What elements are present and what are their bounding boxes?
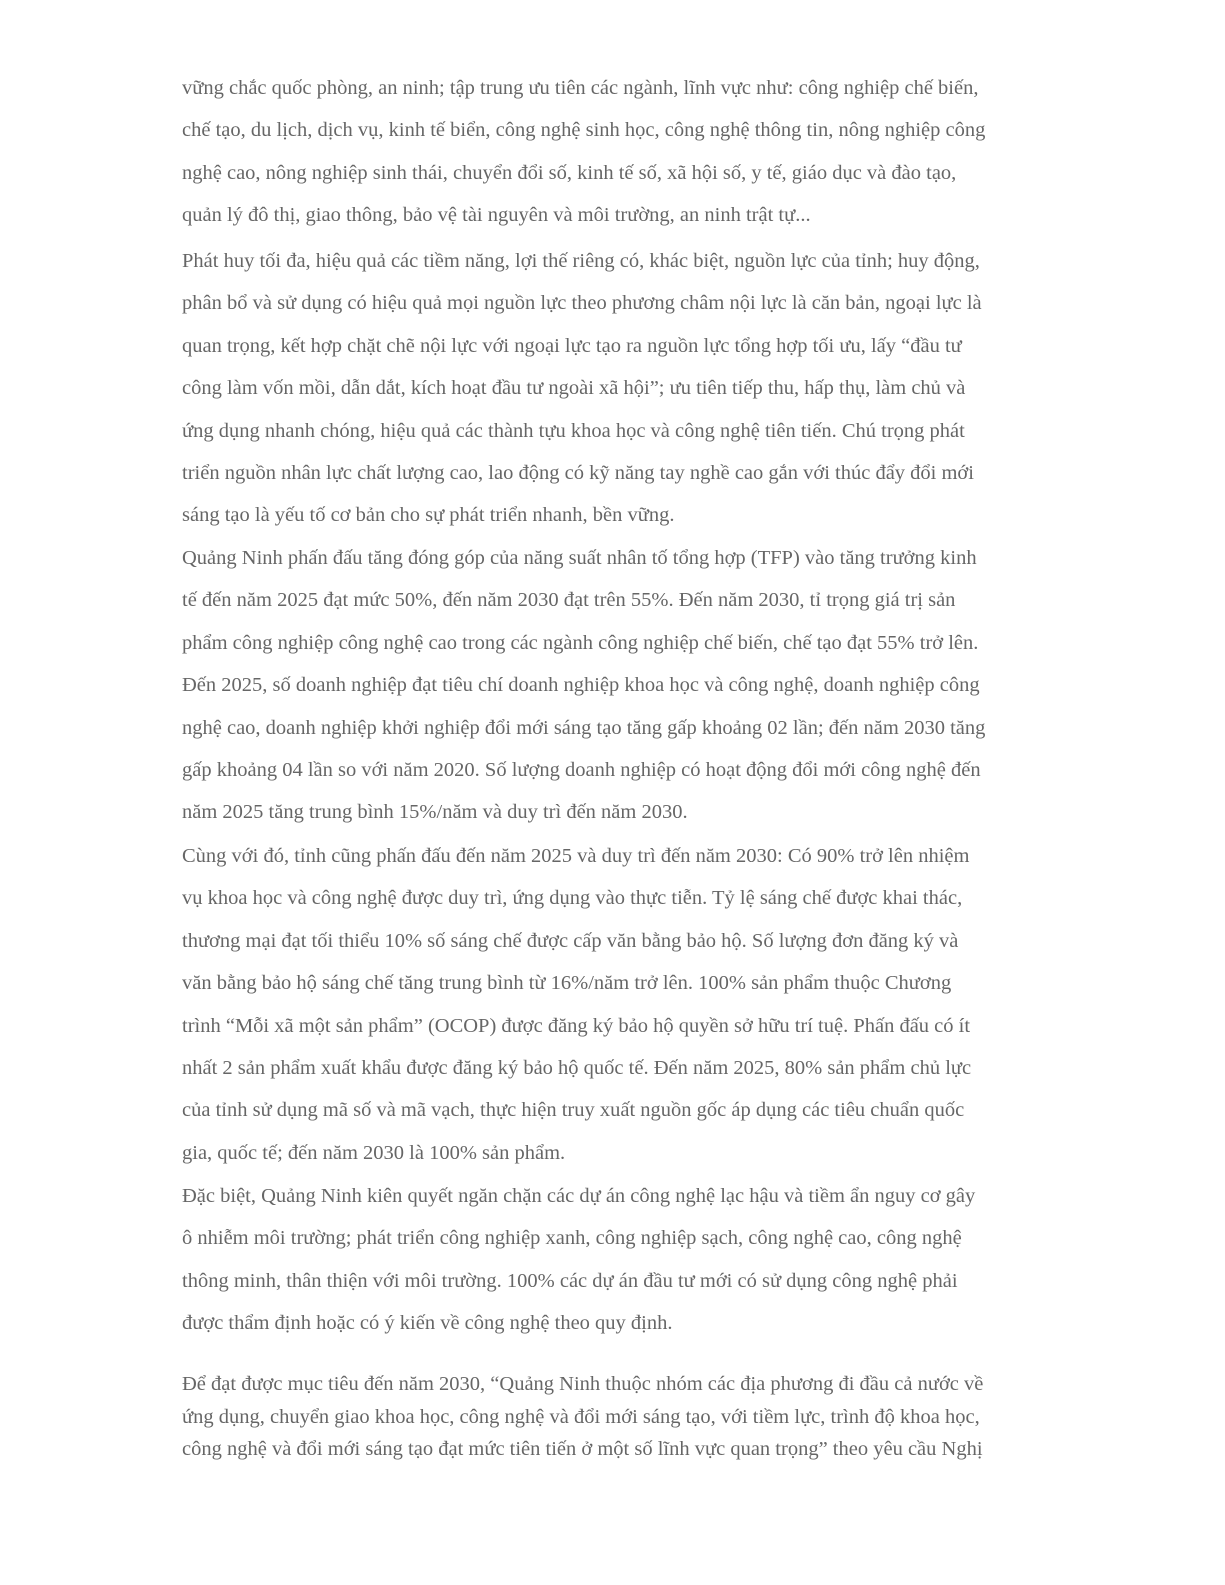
- text-line: Cùng với đó, tỉnh cũng phấn đấu đến năm 2025 và duy trì đến năm 2030: Có 90% trở lên nhiệm: [182, 845, 970, 867]
- text-line: thông minh, thân thiện với môi trường. 100% các dự án đầu tư mới có sử dụng công nghệ phải: [182, 1269, 958, 1292]
- text-line: công làm vốn mồi, dẫn dắt, kích hoạt đầu tư ngoài xã hội”; ưu tiên tiếp thu, hấp thụ, làm chủ và: [182, 377, 966, 400]
- text-line: ứng dụng, chuyển giao khoa học, công nghệ và đổi mới sáng tạo, với tiềm lực, trình độ khoa học,: [182, 1405, 980, 1428]
- paragraph-resources: [182, 240, 1122, 537]
- text-line: sáng tạo là yếu tố cơ bản cho sự phát triển nhanh, bền vững.: [182, 504, 675, 527]
- text-line: nghệ cao, doanh nghiệp khởi nghiệp đổi mới sáng tạo tăng gấp khoảng 02 lần; đến năm 2030 tăng: [182, 716, 986, 739]
- text-line: của tỉnh sử dụng mã số và mã vạch, thực hiện truy xuất nguồn gốc áp dụng các tiêu chuẩn quốc: [182, 1099, 965, 1122]
- text-line: gấp khoảng 04 lần so với năm 2020. Số lượng doanh nghiệp có hoạt động đổi mới công nghệ đến: [182, 758, 981, 781]
- text-line: ô nhiễm môi trường; phát triển công nghiệp xanh, công nghiệp sạch, công nghệ cao, công nghệ: [182, 1227, 962, 1250]
- text-line: tế đến năm 2025 đạt mức 50%, đến năm 2030 đạt trên 55%. Đến năm 2030, tỉ trọng giá trị sản: [182, 589, 956, 612]
- text-line: Phát huy tối đa, hiệu quả các tiềm năng, lợi thế riêng có, khác biệt, nguồn lực của tỉnh; huy động,: [182, 250, 980, 272]
- text-line: Quảng Ninh phấn đấu tăng đóng góp của năng suất nhân tố tổng hợp (TFP) vào tăng trưởng kinh: [182, 547, 977, 569]
- text-line: năm 2025 tăng trung bình 15%/năm và duy trì đến năm 2030.: [182, 801, 688, 824]
- text-line: được thẩm định hoặc có ý kiến về công nghệ theo quy định.: [182, 1312, 673, 1335]
- text-line: nhất 2 sản phẩm xuất khẩu được đăng ký bảo hộ quốc tế. Đến năm 2025, 80% sản phẩm chủ lực: [182, 1056, 972, 1079]
- text-line: vững chắc quốc phòng, an ninh; tập trung ưu tiên các ngành, lĩnh vực như: công nghiệp chế biến,: [182, 77, 979, 99]
- text-line: Đến 2025, số doanh nghiệp đạt tiêu chí doanh nghiệp khoa học và công nghệ, doanh nghiệp công: [182, 674, 980, 697]
- text-line: gia, quốc tế; đến năm 2030 là 100% sản phẩm.: [182, 1141, 566, 1164]
- text-line: quan trọng, kết hợp chặt chẽ nội lực với ngoại lực tạo ra nguồn lực tổng hợp tối ưu, lấy “đầu tư: [182, 334, 962, 357]
- paragraph-tfp-targets: [182, 537, 1122, 834]
- text-line: phẩm công nghiệp công nghệ cao trong các ngành công nghiệp chế biến, chế tạo đạt 55% trở lên.: [182, 631, 979, 654]
- paragraph-2030-goal: [182, 1368, 1122, 1466]
- paragraph-science-tasks: [182, 835, 1122, 1174]
- text-line: trình “Mỗi xã một sản phẩm” (OCOP) được đăng ký bảo hộ quyền sở hữu trí tuệ. Phấn đấu có ít: [182, 1014, 971, 1037]
- text-line: ứng dụng nhanh chóng, hiệu quả các thành tựu khoa học và công nghệ tiên tiến. Chú trọng phát: [182, 419, 965, 442]
- paragraph-green-technology: [182, 1175, 1122, 1345]
- text-line: chế tạo, du lịch, dịch vụ, kinh tế biển, công nghệ sinh học, công nghệ thông tin, nông nghiệp công: [182, 119, 986, 142]
- text-line: triển nguồn nhân lực chất lượng cao, lao động có kỹ năng tay nghề cao gắn với thúc đẩy đổi mới: [182, 461, 974, 484]
- text-line: phân bổ và sử dụng có hiệu quả mọi nguồn lực theo phương châm nội lực là căn bản, ngoại lực là: [182, 292, 982, 315]
- text-line: vụ khoa học và công nghệ được duy trì, ứng dụng vào thực tiễn. Tỷ lệ sáng chế được khai thác,: [182, 887, 963, 910]
- paragraph-priority-sectors: [182, 67, 1122, 237]
- text-line: quản lý đô thị, giao thông, bảo vệ tài nguyên và môi trường, an ninh trật tự...: [182, 204, 811, 227]
- text-line: công nghệ và đổi mới sáng tạo đạt mức tiên tiến ở một số lĩnh vực quan trọng” theo yêu cầu Nghị: [182, 1438, 983, 1460]
- text-line: thương mại đạt tối thiểu 10% số sáng chế được cấp văn bằng bảo hộ. Số lượng đơn đăng ký và: [182, 929, 959, 952]
- text-line: Để đạt được mục tiêu đến năm 2030, “Quảng Ninh thuộc nhóm các địa phương đi đầu cả nước về: [182, 1373, 984, 1395]
- text-line: Đặc biệt, Quảng Ninh kiên quyết ngăn chặn các dự án công nghệ lạc hậu và tiềm ẩn nguy cơ gây: [182, 1185, 976, 1207]
- text-line: văn bằng bảo hộ sáng chế tăng trung bình từ 16%/năm trở lên. 100% sản phẩm thuộc Chương: [182, 972, 952, 995]
- text-line: nghệ cao, nông nghiệp sinh thái, chuyển đổi số, kinh tế số, xã hội số, y tế, giáo dục và đào tạo,: [182, 161, 957, 184]
